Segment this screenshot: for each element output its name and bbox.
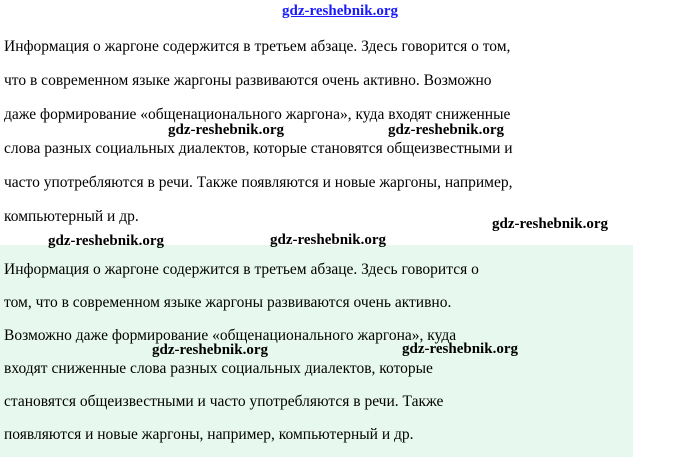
watermark-overlay: gdz-reshebnik.org <box>48 233 164 249</box>
answer-text-block <box>0 30 680 234</box>
highlighted-answer-block <box>0 245 633 457</box>
watermark-overlay: gdz-reshebnik.org <box>388 122 504 138</box>
highlighted-answer-line: появляются и новые жаргоны, например, компьютерный и др. <box>4 426 414 443</box>
watermark-overlay: gdz-reshebnik.org <box>270 232 386 248</box>
site-watermark-link[interactable]: gdz-reshebnik.org <box>282 3 398 19</box>
highlighted-answer-line: Возможно даже формирование «общенационального жаргона», куда <box>4 327 457 344</box>
answer-line: часто употребляются в речи. Также появляются и новые жаргоны, например, <box>4 174 513 191</box>
answer-line: даже формирование «общенационального жаргона», куда входят сниженные <box>4 106 511 123</box>
watermark-overlay: gdz-reshebnik.org <box>492 216 608 232</box>
highlighted-answer-line: входят сниженные слова разных социальных диалектов, которые <box>4 360 433 377</box>
highlighted-answer-line: том, что в современном языке жаргоны развиваются очень активно. <box>4 294 452 311</box>
answer-line: что в современном языке жаргоны развиваются очень активно. Возможно <box>4 72 492 89</box>
watermark-overlay: gdz-reshebnik.org <box>402 341 518 357</box>
answer-line: слова разных социальных диалектов, которые становятся общеизвестными и <box>4 140 513 157</box>
watermark-overlay: gdz-reshebnik.org <box>152 342 268 358</box>
answer-line: Информация о жаргоне содержится в третьем абзаце. Здесь говорится о том, <box>4 38 511 55</box>
answer-line: компьютерный и др. <box>4 208 139 225</box>
highlighted-answer-line: Информация о жаргоне содержится в третьем абзаце. Здесь говорится о <box>4 261 479 278</box>
highlighted-answer-line: становятся общеизвестными и часто употребляются в речи. Также <box>4 393 444 410</box>
watermark-overlay: gdz-reshebnik.org <box>168 122 284 138</box>
